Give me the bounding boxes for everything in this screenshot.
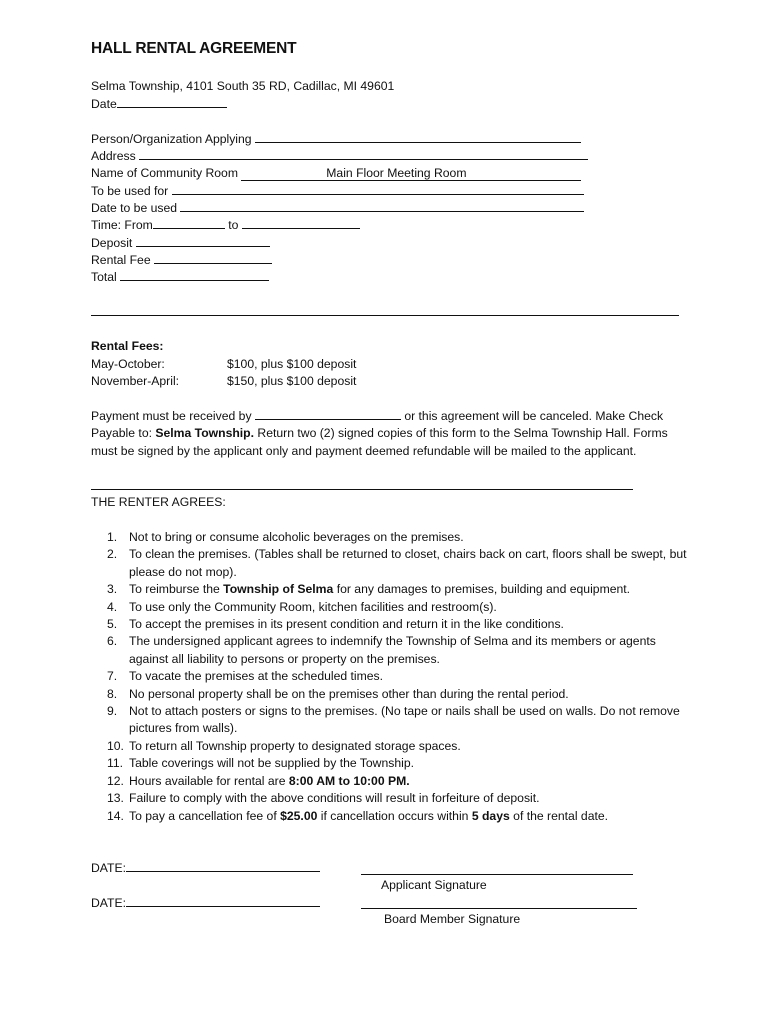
date-used-row (91, 199, 584, 217)
term-emphasis: Township of Selma (223, 582, 334, 597)
payment-text-3: Return two (2) signed copies of this form to the Selma Township Hall. (257, 426, 630, 441)
term-text: To pay a cancellation fee of (129, 808, 281, 823)
term-number: 1. (107, 530, 118, 544)
term-text: The undersigned applicant agrees to indemnify the Township of Selma and its members or agents against all liability to persons or property on the premises. (129, 634, 656, 666)
document-title: HALL RENTAL AGREEMENT (91, 40, 297, 57)
room-value-field[interactable] (241, 167, 581, 181)
term-item (91, 529, 687, 546)
term-item (91, 546, 687, 581)
terms-list (91, 529, 687, 825)
renter-agrees-heading: THE RENTER AGREES: (91, 495, 226, 509)
term-number: 9. (107, 704, 118, 719)
term-item (91, 790, 687, 807)
term-emphasis: 8:00 AM to 10:00 PM. (288, 773, 410, 788)
applicant-signature-label: Applicant Signature (381, 878, 487, 892)
term-text: Table coverings will not be supplied by the Township. (129, 756, 414, 771)
term-number: 7. (107, 669, 118, 684)
term-number: 11. (107, 756, 124, 771)
term-item (91, 755, 687, 772)
payment-paragraph (91, 407, 683, 460)
term-item (91, 599, 687, 616)
term-text: for any damages to premises, building and equipment. (333, 582, 631, 597)
term-number: 6. (107, 634, 118, 649)
rental-fee-label: Rental Fee (91, 253, 151, 267)
signature-date-row-1 (91, 859, 320, 877)
time-from-label: Time: From (91, 218, 153, 232)
applicant-blank[interactable] (255, 130, 581, 143)
term-text: To use only the Community Room, kitchen facilities and restroom(s). (129, 599, 497, 614)
term-text: Not to bring or consume alcoholic beverages on the premises. (129, 530, 464, 544)
address-blank[interactable] (139, 147, 588, 160)
fee-season-2: November-April: (91, 374, 180, 388)
fee-price-1: $100, plus $100 deposit (227, 357, 357, 371)
time-from-blank[interactable] (153, 216, 225, 229)
rental-fee-row (91, 251, 272, 269)
term-item (91, 686, 687, 703)
term-number: 3. (107, 582, 118, 597)
room-value: Main Floor Meeting Room (326, 166, 467, 180)
date-used-blank[interactable] (180, 199, 584, 212)
total-blank[interactable] (120, 268, 269, 281)
fee-price-2: $150, plus $100 deposit (227, 374, 357, 388)
payment-divider (91, 489, 633, 490)
address-row (91, 147, 588, 165)
payment-text-4: Forms must be signed by the applicant only and payment deemed refundable will be mailed to the applicant. (91, 426, 668, 458)
date-blank[interactable] (117, 95, 227, 108)
section-divider (91, 315, 679, 316)
deposit-row (91, 234, 270, 252)
applicant-signature-line[interactable] (361, 874, 633, 875)
used-for-row (91, 182, 584, 200)
fee-season-1: May-October: (91, 357, 165, 371)
room-label: Name of Community Room (91, 166, 238, 180)
used-for-blank[interactable] (172, 182, 584, 195)
applicant-row (91, 130, 581, 148)
term-number: 4. (107, 599, 118, 614)
time-to-label: to (228, 218, 239, 232)
address-label: Address (91, 149, 136, 163)
term-text: of the rental date. (509, 808, 609, 823)
signature-date-row-2 (91, 894, 320, 912)
time-to-blank[interactable] (242, 216, 360, 229)
term-emphasis: $25.00 (280, 808, 318, 823)
term-item (91, 581, 687, 598)
term-item (91, 703, 687, 738)
signature-date-blank-1[interactable] (126, 859, 320, 872)
term-text: To clean the premises. (Tables shall be returned to closet, chairs back on cart, floors shall be swept, but please do not mop). (129, 547, 687, 579)
applicant-label: Person/Organization Applying (91, 132, 252, 146)
date-row (91, 95, 227, 113)
term-item (91, 616, 687, 633)
total-row (91, 268, 269, 286)
term-number: 14. (107, 808, 124, 823)
term-number: 5. (107, 617, 118, 632)
term-text: To vacate the premises at the scheduled times. (129, 669, 384, 684)
term-text: To reimburse the (129, 582, 224, 597)
term-emphasis: 5 days (471, 808, 510, 823)
payee-name: Selma Township. (155, 426, 255, 441)
deposit-label: Deposit (91, 236, 133, 250)
signature-date-label-2: DATE: (91, 896, 126, 910)
term-item (91, 773, 687, 790)
term-item (91, 738, 687, 755)
term-text: To return all Township property to designated storage spaces. (129, 738, 461, 753)
term-item (91, 808, 687, 825)
term-text: No personal property shall be on the premises other than during the rental period. (129, 686, 569, 701)
board-signature-line[interactable] (361, 908, 637, 909)
term-number: 12. (107, 773, 124, 788)
payment-deadline-blank[interactable] (255, 407, 401, 420)
signature-date-label-1: DATE: (91, 861, 126, 875)
term-number: 10. (107, 738, 124, 753)
rental-fee-blank[interactable] (154, 251, 272, 264)
date-label: Date (91, 97, 117, 111)
used-for-label: To be used for (91, 184, 169, 198)
fees-heading: Rental Fees: (91, 339, 164, 353)
term-text: Hours available for rental are (129, 773, 289, 788)
term-number: 2. (107, 547, 118, 562)
term-number: 8. (107, 686, 118, 701)
township-address: Selma Township, 4101 South 35 RD, Cadillac, MI 49601 (91, 79, 395, 93)
term-text: Not to attach posters or signs to the premises. (No tape or nails shall be used on walls. Do not remove pictures from walls). (129, 704, 680, 736)
signature-date-blank-2[interactable] (126, 894, 320, 907)
term-text: To accept the premises in its present condition and return it in the like conditions. (129, 617, 564, 632)
term-text: Failure to comply with the above conditions will result in forfeiture of deposit. (129, 791, 540, 806)
terms-list-container (91, 529, 687, 825)
payment-text-2: or this agreement will be canceled. Make Check Payable to: (91, 409, 664, 441)
room-row (91, 165, 581, 182)
board-signature-label: Board Member Signature (384, 912, 521, 926)
term-item (91, 633, 687, 668)
term-text: if cancellation occurs within (317, 808, 472, 823)
total-label: Total (91, 270, 117, 284)
time-row (91, 216, 360, 234)
date-used-label: Date to be used (91, 201, 178, 215)
term-number: 13. (107, 791, 124, 806)
term-item (91, 668, 687, 685)
payment-text-1: Payment must be received by (91, 409, 252, 423)
deposit-blank[interactable] (136, 234, 270, 247)
